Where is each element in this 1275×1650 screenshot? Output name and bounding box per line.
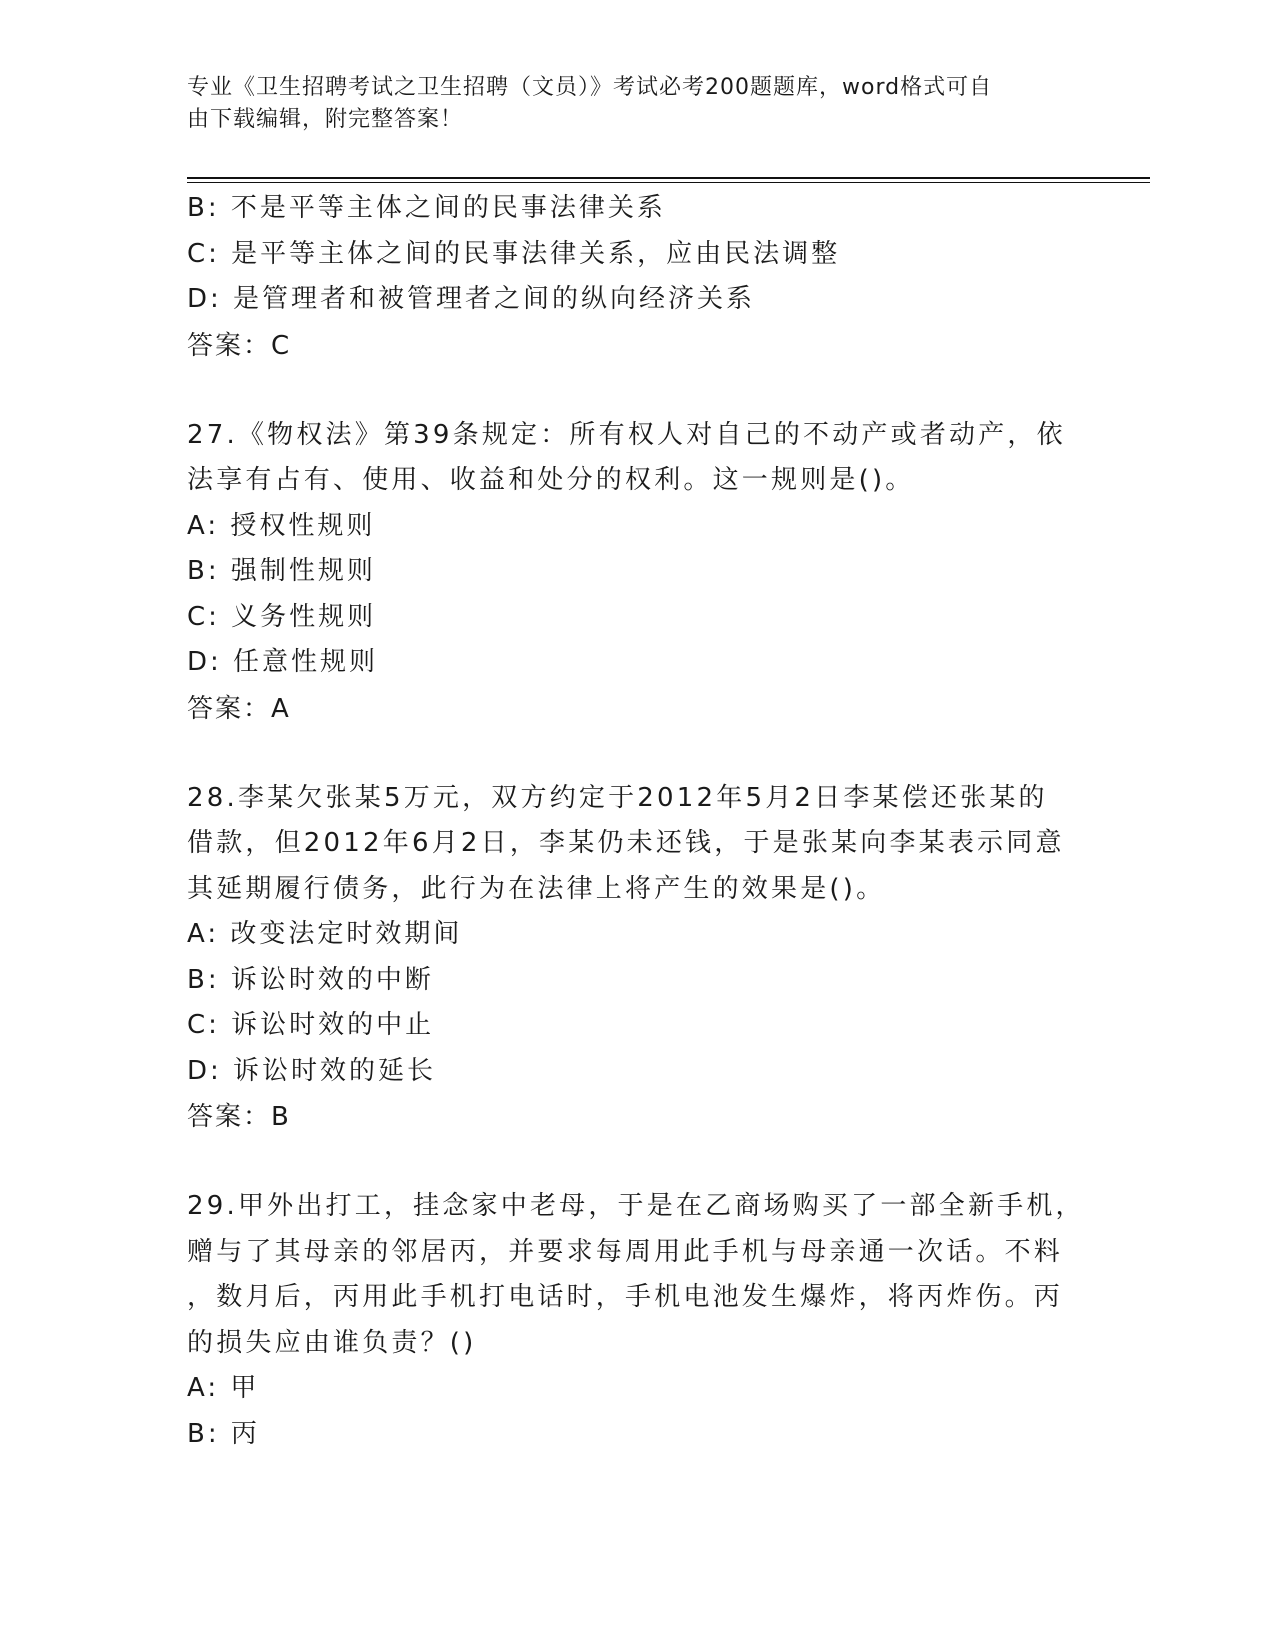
header-line-2: 由下载编辑，附完整答案！ (187, 107, 464, 132)
stem-line: 赠与了其母亲的邻居丙，并要求每周用此手机与母亲通一次话。不料 (187, 1236, 1064, 1267)
stem-line: ，数月后，丙用此手机打电话时，手机电池发生爆炸，将丙炸伤。丙 (187, 1282, 1064, 1312)
spacer (187, 732, 1087, 776)
answer-line: 答案：A (187, 693, 291, 724)
stem-line: 28.李某欠张某5万元，双方约定于2012年5月2日李某偿还张某的 (187, 782, 1048, 813)
stem-line: 借款，但2012年6月2日，李某仍未还钱，于是张某向李某表示同意 (187, 828, 1065, 858)
document-header (187, 72, 1067, 136)
header-line-1: 专业《卫生招聘考试之卫生招聘（文员）》考试必考200题题库，word格式可自 (187, 75, 993, 100)
question-block-29 (187, 1184, 1087, 1457)
header-rule-thin (187, 182, 1150, 183)
question-stem (187, 1184, 1087, 1366)
question-block-27 (187, 413, 1087, 732)
option-c: C: 是平等主体之间的民事法律关系，应由民法调整 (187, 238, 841, 269)
question-list (187, 186, 1087, 1457)
stem-line: 27.《物权法》第39条规定：所有权人对自己的不动产或者动产，依 (187, 419, 1066, 450)
option-b: B: 强制性规则 (187, 556, 376, 586)
spacer (187, 1140, 1087, 1184)
question-stem (187, 776, 1087, 913)
question-block-28 (187, 776, 1087, 1141)
option-b: B: 诉讼时效的中断 (187, 964, 434, 995)
option-b: B: 不是平等主体之间的民事法律关系 (187, 193, 666, 223)
option-a: A: 授权性规则 (187, 510, 376, 541)
option-d: D: 是管理者和被管理者之间的纵向经济关系 (187, 284, 756, 314)
answer-line: 答案：C (187, 330, 292, 361)
stem-line: 29.甲外出打工，挂念家中老母，于是在乙商场购买了一部全新手机， (187, 1191, 1085, 1221)
header-rule-thick (187, 177, 1150, 179)
option-d: D: 任意性规则 (187, 647, 379, 677)
option-b: B: 丙 (187, 1418, 260, 1449)
spacer (187, 369, 1087, 413)
stem-line: 法享有占有、使用、收益和处分的权利。这一规则是()。 (187, 465, 915, 495)
question-block-26 (187, 186, 1087, 369)
stem-line: 其延期履行债务，此行为在法律上将产生的效果是()。 (187, 873, 886, 904)
option-c: C: 诉讼时效的中止 (187, 1010, 435, 1040)
option-c: C: 义务性规则 (187, 601, 377, 632)
stem-line: 的损失应由谁负责？() (187, 1327, 477, 1358)
option-a: A: 改变法定时效期间 (187, 919, 463, 949)
option-a: A: 甲 (187, 1373, 260, 1403)
question-stem (187, 413, 1087, 504)
option-d: D: 诉讼时效的延长 (187, 1055, 437, 1086)
answer-line: 答案：B (187, 1102, 291, 1132)
